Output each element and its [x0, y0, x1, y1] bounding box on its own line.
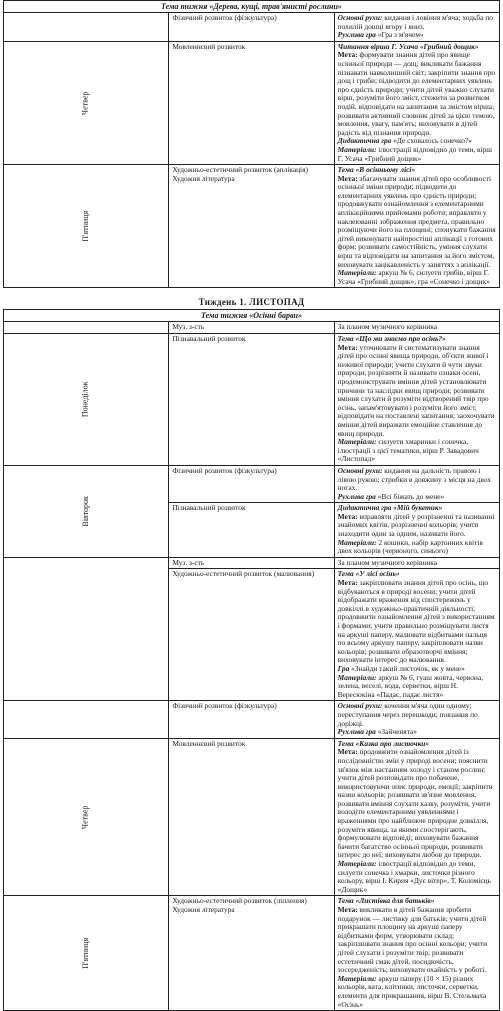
- plan-row: [4, 896, 500, 1011]
- activity-content: [334, 503, 499, 558]
- content-lead: Матеріали:: [337, 437, 377, 447]
- content-text: продовжити ознайомлення дітей із послідовністю змін у природі восени; пояснити зв'язок між настанням холоду і станом рослин; учити дітей розповідати про побачене, використовуючи опис природи, емоції; закріпити назви кольорів; розвивати зв'язне мовлення, розвивати вміння слухати казку, розуміти, учити володіти елементарними уявленнями і враженнями про найближче природне довкілля, розуміти явища, за якими спостерігають, формулювати відповіді; виховувати бажання бачити багатство осінньої природи, розвивати інтерес до неї; виховувати любов до природи.: [337, 747, 493, 860]
- day-label: Вівторок: [80, 496, 90, 527]
- theme-row: [4, 1, 500, 13]
- content-line: [338, 493, 496, 502]
- content-line: [338, 323, 496, 332]
- content-line: [338, 728, 496, 737]
- plan-row: [4, 334, 500, 466]
- day-label: Четвер: [80, 91, 90, 115]
- content-lead: Рухлива гра: [337, 30, 376, 40]
- plan-row: [4, 41, 500, 164]
- activity-area: Муз. з-сть: [169, 322, 334, 334]
- content-lead: Мета:: [337, 173, 358, 183]
- activity-content: [334, 557, 499, 569]
- content-line: [338, 674, 496, 700]
- content-line: [338, 31, 496, 40]
- content-text: уточнювати й систематизувати знання дітей про осінні явища природи, об'єкти живої і неживої природи; учити слухати й чути звуки природи; розрізняти й називати ознаки осені, продемонструвати вміння дітей установлювати причини та наслідки явищ природи; розвивати вміння слухати й розуміти відтворений твір про осінь, запам'ятовувати і розуміти його зміст, відповідати на поставлені запитання; заохочувати вміння дітей виражати емоційне ставлення до явищ природи.: [337, 342, 495, 438]
- plan-row: [4, 465, 500, 502]
- content-text: кидання і ловіння м'яча; ходьба по похилій дошці вгору і вниз.: [337, 13, 493, 31]
- content-lead: Мета:: [337, 578, 358, 588]
- day-cell: [4, 557, 169, 701]
- content-text: викликати в дітей бажання зробити подарунок — листівку для батьків; учити дітей прикрашати площину на аркуші паперу відбитками форм, утворювати склад; закріплювати знання про осінні кольори; учити дітей слухати і розуміти твір; розвивати естетичний смак дітей, посидючість, зосередженість; виховувати охайність у роботі.: [337, 905, 488, 975]
- top-plan-body: [4, 1, 500, 288]
- plan-row: [4, 557, 500, 569]
- content-lead: Матеріали:: [337, 672, 377, 682]
- day-cell: [4, 165, 169, 288]
- content-line: [338, 702, 496, 728]
- activity-area: Художньо-естетичний розвиток (малювання): [169, 569, 334, 701]
- main-plan-table: [3, 309, 500, 1011]
- day-label: П'ятниця: [80, 210, 90, 242]
- content-lead: Мета:: [337, 50, 358, 60]
- content-lead: Тема «У лісі осінь»: [337, 569, 400, 579]
- content-line: [338, 175, 496, 270]
- content-lead: Тема «Листівка для батьків»: [337, 896, 435, 906]
- content-lead: Основні рухи:: [337, 13, 383, 22]
- content-line: [338, 344, 496, 439]
- week-theme-heading: Тема тижня «Дерева, кущі, трав'янисті рослини»: [4, 1, 500, 13]
- activity-area: Муз. з-сть: [169, 557, 334, 569]
- content-line: [338, 51, 496, 137]
- activity-area: Фізичний розвиток (фізкультура): [169, 13, 334, 42]
- day-label: Понеділок: [80, 381, 90, 418]
- activity-content: [334, 569, 499, 701]
- content-lead: Основні рухи:: [337, 465, 383, 475]
- content-line: [338, 559, 496, 568]
- content-lead: Матеріали:: [337, 268, 377, 278]
- day-cell: [4, 41, 169, 164]
- content-line: [338, 539, 496, 556]
- document-page: [3, 0, 500, 1009]
- day-label: П'ятниця: [80, 937, 90, 969]
- top-plan-table: [3, 0, 500, 288]
- content-text: «Знайди такий листочок, як у мене»: [349, 663, 465, 673]
- content-line: [338, 748, 496, 860]
- content-text: «Всі біжать до мене»: [375, 491, 445, 501]
- activity-content: [334, 165, 499, 288]
- day-cell: [4, 334, 169, 466]
- activity-content: [334, 701, 499, 738]
- content-text: «Зайченята»: [375, 727, 418, 737]
- content-line: [338, 975, 496, 1009]
- content-line: [338, 467, 496, 493]
- content-lead: Тема «Казка про листочки»: [337, 738, 430, 748]
- content-line: [338, 860, 496, 894]
- content-line: [338, 438, 496, 464]
- content-text: аркуш № 6, силуети грибів, вірш Г. Усача «Грибний дощик», гра «Сонечко і дощик»: [337, 268, 490, 286]
- content-lead: Матеріали:: [337, 973, 377, 983]
- activity-content: [334, 41, 499, 164]
- day-cell: [4, 465, 169, 557]
- day-cell: [4, 13, 169, 42]
- content-lead: Матеріали:: [337, 859, 377, 869]
- content-lead: Тема «Що ми знаємо про осінь?»: [337, 334, 446, 343]
- content-line: [338, 269, 496, 286]
- content-text: збагачувати знання дітей про особливості осінньої зміни природи; підводити до елементарних уявлень про єдність природи; продовжувати ознайомлення з елементарними аплікаційними прийомами роботи; вправляти у наклеюванні зображення предмета, правильно розміщуючи його на площині; спонукати бажання дітей виконувати найпростіші аплікації з готових форм; розвивати самостійність, уміння слухати вірш та відповідати на запитання за його змістом, виховувати зацікавленість у заняттях з аплікації.: [337, 173, 496, 269]
- day-cell: [4, 896, 169, 1011]
- activity-area: Художньо-естетичний розвиток (аплікація) Художня література: [169, 165, 334, 288]
- activity-content: [334, 322, 499, 334]
- plan-row: [4, 701, 500, 738]
- content-text: За планом музичного керівника: [337, 322, 438, 332]
- content-lead: Гра: [337, 663, 350, 673]
- day-cell: [4, 701, 169, 738]
- theme-row: [4, 310, 500, 322]
- content-text: «Де сховалось сонечко?»: [391, 136, 472, 146]
- content-line: [338, 14, 496, 31]
- week-theme-heading: Тема тижня «Осінні барви»: [4, 310, 500, 322]
- content-text: кидання на дальність правою і лівою рукою; стрибки в довжину з місця на двох ногах.: [337, 465, 492, 493]
- week-header: Тиждень 1. ЛИСТОПАД: [198, 297, 305, 308]
- content-lead: Матеріали:: [337, 537, 377, 547]
- content-text: «Гра з м'ячем»: [375, 30, 424, 40]
- content-lead: Мета:: [337, 747, 358, 757]
- content-line: [338, 513, 496, 539]
- content-lead: Дидактична гра: [337, 136, 392, 146]
- day-cell: [4, 322, 169, 334]
- activity-content: [334, 465, 499, 502]
- content-line: [338, 906, 496, 975]
- content-lead: Рухлива гра: [337, 491, 376, 501]
- activity-content: [334, 738, 499, 896]
- content-lead: Читання вірша Г. Усача «Грибний дощик»: [337, 41, 479, 51]
- content-lead: Рухлива гра: [337, 727, 376, 737]
- activity-area: Художньо-естетичний розвиток (ліплення) Художня література: [169, 896, 334, 1011]
- main-plan-body: [4, 310, 500, 1011]
- plan-row: [4, 322, 500, 334]
- activity-area: Пізнавальний розвиток: [169, 334, 334, 466]
- content-text: ілюстрації відповідно до теми, силуети сонечка і хмарки, листочки різного кольору, вірш І. Кирия «Дує вітер», Т. Коломієць «Дощик»: [337, 859, 491, 894]
- content-text: закріплювати знання дітей про осінь, що відбуваються в природі восени; учити дітей відображати враження від спостережень у довкіллі в художньо-практичній діяльності; продовжити ознайомлення дітей з використанням і формами; учити правильно розміщувати листя на аркуші паперу, малювати відбитками пальця по всьому аркушу паперу, закріплювати назви кольорів; розвивати образотворчі вміння; виховувати інтерес до малювання.: [337, 578, 495, 665]
- content-text: вправляти дітей у розрізненні та називанні знайомих квітів, розрізненні кольорів; учити знаходити один за одним, називати його.: [337, 511, 495, 539]
- activity-area: Фізичний розвиток (фізкультура): [169, 465, 334, 502]
- content-text: ілюстрації відповідно до теми, вірш Г. Усача «Грибний дощик»: [337, 144, 492, 163]
- content-text: аркуш паперу (10 × 15) різних кольорів, вата, клітинки, листочки, серветки, елементи для прикрашання, вірш В. Стельмаха «Осінь»: [337, 973, 487, 1009]
- content-text: аркуш № 6, гуаш жовта, червона, зелена, веселі, вода, серветки, вірш Н. Вересюкіна «Падає, падає листя»: [337, 672, 483, 699]
- content-line: [338, 146, 496, 163]
- plan-row: [4, 13, 500, 42]
- content-lead: Тема «В осінньому лісі»: [337, 165, 416, 175]
- activity-area: Мовленнєвий розвиток: [169, 41, 334, 164]
- activity-area: Мовленнєвий розвиток: [169, 738, 334, 896]
- content-lead: Мета:: [337, 905, 358, 914]
- activity-content: [334, 896, 499, 1011]
- content-lead: Основні рухи:: [337, 701, 383, 711]
- content-lead: Дидактична гра «Мій букетик»: [337, 503, 443, 513]
- plan-row: [4, 738, 500, 896]
- content-text: силуети хмаринки і сонечка, ілюстрації з цієї тематики, вірш Р. Завадович «Листопад»: [337, 437, 479, 464]
- activity-content: [334, 334, 499, 466]
- content-line: [338, 579, 496, 665]
- content-lead: Мета:: [337, 342, 358, 352]
- activity-area: Пізнавальний розвиток: [169, 503, 334, 558]
- content-lead: Матеріали:: [337, 144, 377, 154]
- day-label: Четвер: [80, 805, 90, 829]
- activity-area: Фізичний розвиток (фізкультура): [169, 701, 334, 738]
- content-text: формувати знання дітей про явище осінньої природи — дощ; викликати бажання пізнавати навколишній світ; закріпити знання про дощ і гриби; підводити до елементарних уявлень про єдність природи; учити дітей уважно слухати вірш, розуміти його зміст, стежити за розвитком подій, відповідати на запитання за змістом вірша; розвивати активний словник дітей за цією темою, мовлення, увагу, пам'ять; виховувати в дітей радість від пізнання природи.: [337, 50, 496, 137]
- content-text: 2 кошики, набір картонних квітів двох кольорів (червоного, синього): [337, 537, 483, 556]
- content-lead: Мета:: [337, 511, 358, 521]
- activity-content: [334, 13, 499, 42]
- day-cell: [4, 738, 169, 896]
- content-text: За планом музичного керівника: [337, 557, 438, 567]
- plan-row: [4, 165, 500, 288]
- content-text: кочення м'яча один одному; переступання через перешкоди; повзання по доріжці.: [337, 701, 478, 728]
